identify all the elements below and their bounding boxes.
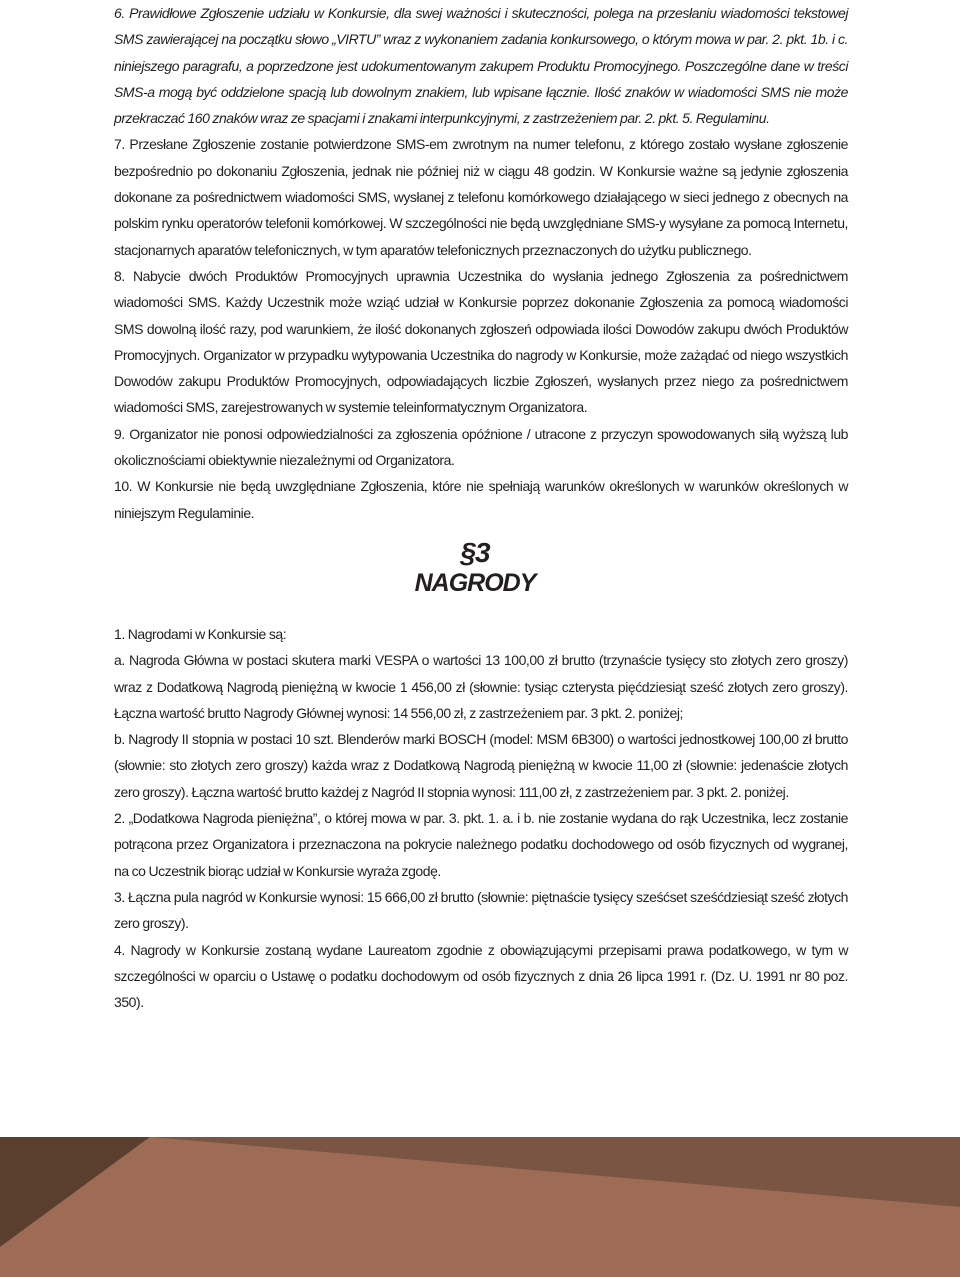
prize-main: a. Nagroda Główna w postaci skutera marki VESPA o wartości 13 100,00 zł brutto (trzynaście tysięcy sto złotych zero groszy) wraz z Dodatkową Nagrodą pieniężną w kwocie 1 456,00 zł (słownie: tysiąc czterysta pięćdziesiąt sześć złotych zero groszy). Łączna wartość brutto Nagrody Głównej wynosi: 14 556,00 zł, z zastrzeżeniem par. 3 pkt. 2. poniżej;	[114, 652, 848, 721]
prize-cash-note: 2. „Dodatkowa Nagroda pieniężna”, o której mowa w par. 3. pkt. 1. a. i b. nie zostanie wydana do rąk Uczestnika, lecz zostanie potrącona przez Organizatora i przeznaczona na pokrycie należnego podatku dochodowego od osób fizycznych od wygranej, na co Uczestnik biorąc udział w Konkursie wyraża zgodę.	[114, 810, 848, 879]
paragraph-7: 7. Przesłane Zgłoszenie zostanie potwierdzone SMS-em zwrotnym na numer telefonu, z którego zostało wysłane zgłoszenie bezpośrednio po dokonaniu Zgłoszenia, jednak nie później niż w ciągu 48 godzin. W Konkursie ważne są jedynie zgłoszenia dokonane za pośrednictwem wiadomości SMS, wysłanej z telefonu komórkowego działającego w sieci jednego z obecnych na polskim rynku operatorów telefonii komórkowej. W szczególności nie będą uwzględniane SMS-y wysyłane za pomocą Internetu, stacjonarnych aparatów telefonicznych, w tym aparatów telefonicznych przeznaczonych do użytku publicznego.	[114, 136, 848, 258]
prizes-intro: 1. Nagrodami w Konkursie są:	[114, 626, 287, 642]
paragraph-9: 9. Organizator nie ponosi odpowiedzialności za zgłoszenia opóźnione / utracone z przyczyn spowodowanych siłą wyższą lub okolicznościami obiektywnie niezależnymi od Organizatora.	[114, 425, 848, 469]
section-heading	[400, 538, 550, 598]
section-title: NAGRODY	[414, 569, 536, 597]
paragraph-10: 10. W Konkursie nie będą uwzględniane Zgłoszenia, które nie spełniają warunków określonych w warunków określonych w niniejszym Regulaminie.	[114, 478, 848, 521]
prize-second: b. Nagrody II stopnia w postaci 10 szt. Blenderów marki BOSCH (model: MSM 6B300) o wartości jednostkowej 100,00 zł brutto (słownie: sto złotych zero groszy) każda wraz z Dodatkową Nagrodą pieniężną w kwocie 11,00 zł (słownie: jedenaście złotych zero groszy). Łączna wartość brutto każdej z Nagród II stopnia wynosi: 111,00 zł, z zastrzeżeniem par. 3 pkt. 2. poniżej.	[114, 731, 848, 800]
footer-decorative-band	[0, 1137, 960, 1277]
section-number: §3	[460, 537, 490, 568]
regulation-text-top	[114, 0, 848, 526]
prizes-text	[114, 621, 848, 1015]
prize-pool: 3. Łączna pula nagród w Konkursie wynosi: 15 666,00 zł brutto (słownie: piętnaście tysięcy sześćset sześćdziesiąt sześć złotych zero groszy).	[114, 888, 848, 932]
prize-tax-note: 4. Nagrody w Konkursie zostaną wydane Laureatom zgodnie z obowiązującymi przepisami prawa podatkowego, w tym w szczególności w oparciu o Ustawę o podatku dochodowym od osób fizycznych z dnia 26 lipca 1991 r. (Dz. U. 1991 nr 80 poz. 350).	[114, 941, 848, 1011]
paragraph-6: 6. Prawidłowe Zgłoszenie udziału w Konkursie, dla swej ważności i skuteczności, polega na przesłaniu wiadomości tekstowej SMS zawierającej na początku słowo „VIRTU” wraz z wykonaniem zadania konkursowego, o którym mowa w par. 2. pkt. 1b. i c. niniejszego paragrafu, a poprzedzone jest udokumentowanym zakupem Produktu Promocyjnego. Poszczególne dane w treści SMS-a mogą być oddzielone spacją lub dowolnym znakiem, lub wpisane łącznie. Ilość znaków w wiadomości SMS nie może przekraczać 160 znaków wraz ze spacjami i znakami interpunkcyjnymi, z zastrzeżeniem par. 2. pkt. 5. Regulaminu.	[114, 5, 848, 127]
paragraph-8: 8. Nabycie dwóch Produktów Promocyjnych uprawnia Uczestnika do wysłania jednego Zgłoszenia za pośrednictwem wiadomości SMS. Każdy Uczestnik może wziąć udział w Konkursie poprzez dokonanie Zgłoszenia za pomocą wiadomości SMS dowolną ilość razy, pod warunkiem, że ilość dokonanych zgłoszeń odpowiada ilości Dowodów zakupu dwóch Produktów Promocyjnych. Organizator w przypadku wytypowania Uczestnika do nagrody w Konkursie, może zażądać od niego wszystkich Dowodów zakupu Produktów Promocyjnych, odpowiadających liczbie Zgłoszeń, wysłanych przez niego za pośrednictwem wiadomości SMS, zarejestrowanych w systemie teleinformatycznym Organizatora.	[114, 267, 848, 416]
